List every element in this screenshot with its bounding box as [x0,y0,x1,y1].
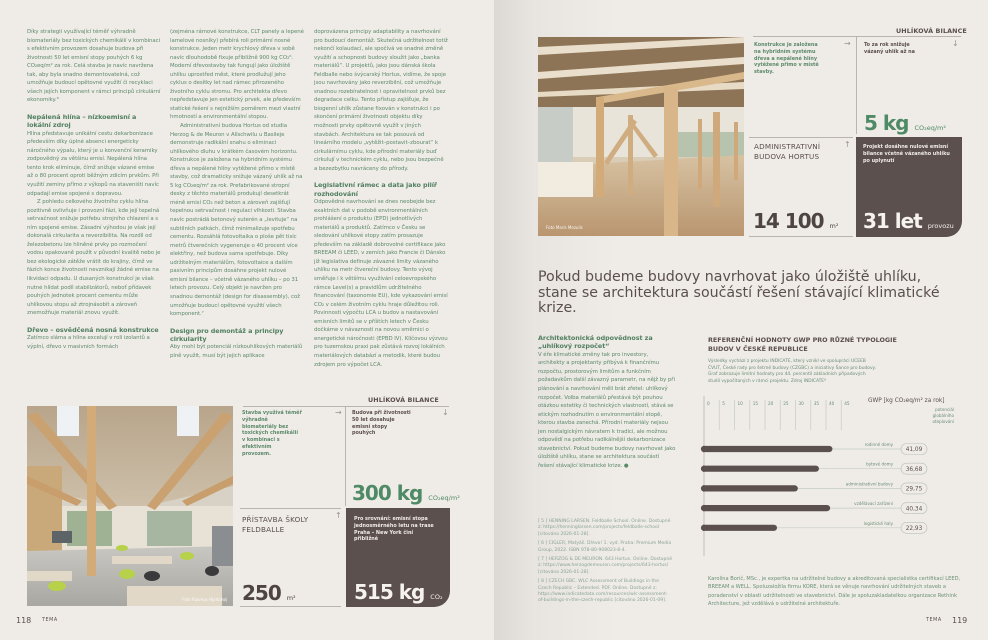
divider [749,137,853,138]
paragraph: doprovázena principy adaptability a navrhování pro budoucí demontáž. Skutečná udržitelnost totiž nekončí kolaudací, ale spočívá ve snadné změně využití a schopnosti budovy sloužit jako „banka materiálů“. U projektů, jako jsou dánská škola Feldballe nebo švýcarský Hortus, vidíme, že spoje jsou navrhovány jako reverzibilní, což umožňuje snadnou rozebíratelnost i opravitelnost prvků bez degradace celku. Tento přístup zajišťuje, že biogenní uhlík zůstane fixován v konstrukci i po skončení primární životnosti objektu díky možnosti prvky opětovně využít v jiných stavbách. Architektura se tak posouvá od lineárního modelu „vytěžit–postavit–zbourat“ k cirkulárnímu cyklu, kde přírodní materiály buď cirkulují v technickém cyklu, nebo jsou bezpečně a bezezbytku navráceny do přírody. [314,29,448,172]
divider [749,236,853,237]
section-label: TEMA [42,618,58,623]
panel-value [864,111,946,135]
x-tick-label: 30 [798,401,804,406]
feldballe-school-photo [27,406,233,606]
paragraph: Díky strategii využívající téměř výhradně biomateriály bez toxických chemikálií v kombinaci s efektivním provozem dosahuje budova při životnosti 50 let emisní stopy pouhých 6 kg CO₂eq/m² za rok. Celá stavba je navíc navržena tak, aby byla snadno demontovatelná, což umožňuje budoucí opětovné využití či recyklaci všech jejích komponent v rámci principů cirkulární ekonomiky.⁶ [27,29,161,104]
text-column-final [538,334,676,470]
text-column-3 [314,28,448,369]
value-unit: CO₂eq/m² [428,494,460,502]
comparison-box [346,508,450,607]
paragraph: Administrativní budova Hortus od studia Herzog & de Meuron v Allschwilu u Basileje demonstruje radikální snahu o eliminaci uhlíkového dluhu v krátkém časovém horizontu. Konstrukce je založena na hybridním systému dřeva a nepálené hlíny vytěžené přímo v místě stavby, což dramaticky snižuje vázaný uhlík až na 5 kg CO₂eq/m² za rok. Prefabrikované stropní desky z těchto materiálů produkují desetkrát méně emisí CO₂ než beton a zároveň zajišťují tepelnou setrvačnost i regulaci vlhkosti. Stavba navíc postrádá betonový suterén a „levituje“ na subtilních patkách, čímž minimalizuje spotřebu cementu. Rozsáhlá fotovoltaika o ploše pět tisíc metrů čtverečních vygeneruje o 40 procent více elektřiny, než budova sama spotřebuje. Díky udržitelným materiálům, fotovoltaice a dalším pasivním principům dosáhne projekt nulové emisní bilance – včetně vázaného uhlíku – po 31 letech provozu. Celý objekt je navržen pro snadnou demontáž (design for disassembly), což umožňuje budoucí opětovné využití všech komponent.⁷ [170,123,303,318]
data-label: 41,09 [905,447,923,454]
x-tick-label: 10 [737,401,743,406]
paragraph: Zatímco sláma a hlína excelují v roli izolantů a výplní, dřevo v masivních formách [27,335,150,350]
building-area [753,209,838,233]
subheading: Architektonická odpovědnost za „uhlíkový rozpočet“ [538,334,653,351]
value-number: 5 kg [864,111,909,135]
category-label: administrativní budovy [845,481,893,487]
office-interior-image [538,37,744,236]
arrow-up-icon: ↑ [335,511,342,520]
panel-cell-text: To za rok snižuje vázaný uhlík až na [864,42,915,55]
category-label: rodinné domy [864,442,893,447]
value-number: 515 kg [354,580,425,604]
chart-subtitle: Výsledky vychází z projektu INDICATE, který vznikl ve spolupráci UCEEB ČVUT, České rady pro šetrné budovy (CZGBC) a iniciativy Šance pro budovy. Graf zobrazuje limitní hodnoty pro 44. percentil základních případových studií vypočítaných v rámci projektu. Zdroj INDICATE⁸ [708,359,876,384]
value-unit: m² [286,594,296,602]
comparison-value [863,209,954,233]
comparison-value [354,580,443,604]
right-page [494,0,988,640]
panel-cell-text: Konstrukce je založena na hybridním systému dřeva a nepálené hlíny vytěžené přímo v místě stavby. [754,42,819,76]
arrow-right-icon: → [335,408,342,417]
photo-credit: Foto Maris Mezulis [546,225,583,230]
paragraph: V éře klimatické změny tak pro investory, architekty a projektanty přibývá k finančnímu rozpočtu, prostorovým limitům a funkčním požadavkům další závazný parametr, na nějž by při plánování a navrhování měli brát zřetel: uhlíkový rozpočet. Volba materiálů přestává být pouhou otázkou estetiky či technických vlastností, stává se etickým rozhodnutím o environmentální stopě, kterou stavba zanechá. Přírodní materiály nejsou jen nostalgickým návratem k tradici, ale možnou odpovědí na potřebu radikálnější dekarbonizace stavebnictví. Pokud budeme budovy navrhovat jako úložiště uhlíku, stane se architektura součástí řešení stávající klimatické krize. ● [538,351,676,469]
paragraph: Aby mohl být potenciál nízkouhlíkových materiálů plně využit, musí být jejich aplikace [170,344,303,359]
data-label: 29,75 [905,486,923,493]
comparison-text: Pro srovnání: emisní stopa jednosměrného letu na trase Praha – New York činí přibližně [354,516,434,543]
arrow-down-icon: ↓ [952,39,959,48]
category-label: bytové domy [866,461,893,467]
paragraph: (zejména rámové konstrukce, CLT panely a lepené lamelové nosníky) přebírá roli primární nosné konstrukce. Jeden metr krychlový dřeva v sobě navíc dlouhodobě fixuje přibližně 900 kg CO₂⁶. Moderní dřevostavby tak fungují jako úložiště uhlíku uprostřed měst, které prodlužují jeho cyklus o desítky let nad rámec přirozeného životního cyklu stromu. Pro architekta dřevo nepředstavuje jen estetický prvek, ale především statické řešení s nejnižším poměrem mezi vlastní hmotností a environmentální stopou. [170,29,304,121]
value-unit: m² [829,222,839,230]
category-label: logistické haly [863,520,893,526]
author-bio: Karolína Borič, MSc., je expertka na udržitelné budovy a akreditovaná specialistka certifikací LEED, BREEAM a WELL. Spoluzaložila firmu KORE, která se věnuje navrhování udržitelných staveb a poradenství v oblasti udržitelnosti ve stavebnictví. Dále je spoluzakladatelkou organizace Rethink Architecture, jež vzdělává o udržitelné architektuře. [708,576,961,607]
paragraph: Odpovědné navrhování se dnes neobejde bez exaktních dat v podobě environmentálních prohlášení o produktu (EPD) jednotlivých materiálů a produktů. Zatímco v Česku se sledování uhlíkové stopy zatím prosazuje především na základě dobrovolné certifikace jako BREEAM či LEED, v zemích jako Francie či Dánsko již legislativa definuje závazné limity vázaného uhlíku na metr čtvereční budovy. Tento vývoj směřuje i k většímu využívání celoevropského rámce Level(s) a pravidlům udržitelného financování (taxonomie EU), kde vykazování emisí CO₂ v celém životním cyklu hraje důležitou roli. Povinnosti výpočtu LCA u budov a nastavování emisních limitů se v příštích letech v Česku dočkáme v návaznosti na novou směrnici o energetické náročnosti (EPBD IV). Klíčovou výzvou pro tuzemskou praxi pak zůstává rozvoj lokálních materiálových databází a metodik, které budou zdrojem pro výpočet LCA. [314,199,448,368]
subheading: Legislativní rámec a data jako pilíř rozhodování [314,181,438,198]
x-tick-label: 35 [813,401,820,406]
section-label: TEMA [926,618,942,623]
chart-xlabel-note: potenciál globálního oteplování [932,407,954,424]
subheading: Nepálená hlína – nízkoemisní a lokální zdroj [27,112,137,130]
gwp-bar-chart [700,396,988,558]
x-tick-label: 25 [783,401,789,406]
bar-base [703,446,705,452]
panel-title: UHLÍKOVÁ BILANCE [368,396,439,404]
divider [856,36,857,134]
building-name: ADMINISTRATIVNÍ BUDOVA HORTUS [754,142,821,161]
x-tick-label: 40 [829,401,835,406]
references [538,519,672,608]
arrow-up-icon: ↑ [844,140,851,149]
chart-title: REFERENČNÍ HODNOTY GWP PRO RŮZNÉ TYPOLOGIE BUDOV V ČESKÉ REPUBLICE [708,336,897,353]
pull-quote: Pokud budeme budovy navrhovat jako úložiště uhlíku, stane se architektura součástí řešení stávající klimatické krize. [538,269,940,316]
subheading: Dřevo – osvědčená nosná konstrukce [27,325,159,334]
text-column-1 [27,28,161,351]
hortus-photo [538,37,744,236]
divider [345,406,346,506]
bar-base [703,525,705,531]
bar-base [703,466,705,472]
comparison-box [856,137,962,237]
text-column-2 [170,28,304,361]
value-unit: provozu [927,222,954,230]
reference-item: [ 8 ] CZECH GBC. WLC Assessment of Buildings in the Czech Republic – Extended. PDF. Online. Dostupné z: https://www.indicatedata.com/resources/wlc-assessment-of-buildings-in-the-czech-republic [citováno 2026-01-09]. [538,579,668,604]
panel-cell-text: Stavba využívá téměř výhradně biomateriály bez toxických chemikálií v kombinaci s efektivním provozem. [242,410,302,457]
value-number: 31 let [863,209,922,233]
x-tick-label: 20 [768,401,774,406]
classroom-image [27,406,233,606]
x-tick-label: 15 [752,401,759,406]
paragraph: Z pohledu celkového životního cyklu hlína pozitivně ovlivňuje i provozní fázi, kde její tepelná setrvačnost snižuje potřebu strojního chlazení a s ním spojené emise. Zásadní výhodou je však její dokonalá cirkularita a reverzibilita. Na rozdíl od železobetonu lze hliněné prvky po rozmočení vodou opakovaně použít v původní kvalitě nebo je bez ekologické zátěže vrátit do krajiny, čímž ve fázích konce životnosti nevznikají žádné emise na likvidaci odpadu. U dusaných konstrukcí je však nutné hlídat podíl stabilizátorů, neboť přídavek pouhých jednotek procent cementu může uhlíkovou stopu až ztrojnásobit a zároveň znemožňuje materiál znovu využít. [27,199,161,317]
chart-xlabel: GWP [kg CO₂eq/m² za rok] [868,398,945,404]
panel-value [352,481,460,505]
panel-title: UHLÍKOVÁ BILANCE [896,27,967,35]
value-unit: CO₂ [430,593,443,601]
data-label: 22,93 [905,526,923,532]
reference-item: [ 5 ] HENNING LARSEN. Feldballe School. Online. Dostupné z: https://henninglarsen.com/projects/feldballe-school [citováno 2026-01-28]. [538,519,671,537]
building-name: PŘÍSTAVBA ŠKOLY FELDBALLE [242,515,309,534]
page-number: 118 [16,616,32,625]
data-label: 40,34 [905,506,923,513]
bar-base [703,485,705,491]
arrow-right-icon: → [844,39,851,48]
x-tick-label: 45 [844,401,850,406]
value-unit: CO₂eq/m² [914,124,946,132]
data-label: 36,68 [905,466,923,473]
paragraph: Hlína představuje unikátní cestu dekarbonizace především díky úplné absenci energeticky náročného výpalu, který je u konvenční keramiky zodpovědný za většinu emisí. Nepálená hlína tento krok eliminuje, čímž snižuje vázané emise až o 80 procent oproti běžným zdicím prvkům. Při využití zeminy přímo z výkopů na staveništi navíc odpadají emise spojené s dopravou. [27,130,159,197]
panel-cell-text: Budova při životnosti 50 let dosahuje emisní stopy pouhých [352,410,411,437]
page-number: 119 [952,616,968,625]
divider [240,508,341,509]
subheading: Design pro demontáž a principy cirkularity [170,326,284,343]
comparison-text: Projekt dosáhne nulové emisní bilance včetně vázaného uhlíku po uplynutí [863,144,950,164]
bar-base [703,505,705,511]
x-tick-label: 5 [722,401,725,406]
building-area [242,581,296,605]
reference-item: [ 6 ] CIGLER, Matyáš. Dřevo! 1. vyd. Praha: Premium Media Group, 2022. ISBN 978-80-908023-8-4. [538,541,672,553]
x-tick-label: 0 [707,401,710,406]
category-label: vzdělávací zařízení [854,501,893,507]
arrow-down-icon: ↓ [442,408,449,417]
reference-item: [ 7 ] HERZOG & DE MEURON. 643 Hortus. Online. Dostupné z: https://www.herzogdemeuron.com/projects/643-hortus/ [citováno 2026-01-28]. [538,557,673,575]
divider [753,36,961,37]
value-number: 14 100 [753,209,824,233]
photo-credit: Foto Rasmus Hjortshøj [182,597,227,602]
divider [243,406,449,407]
value-number: 250 [242,581,281,605]
divider [240,606,341,607]
value-number: 300 kg [352,481,423,505]
